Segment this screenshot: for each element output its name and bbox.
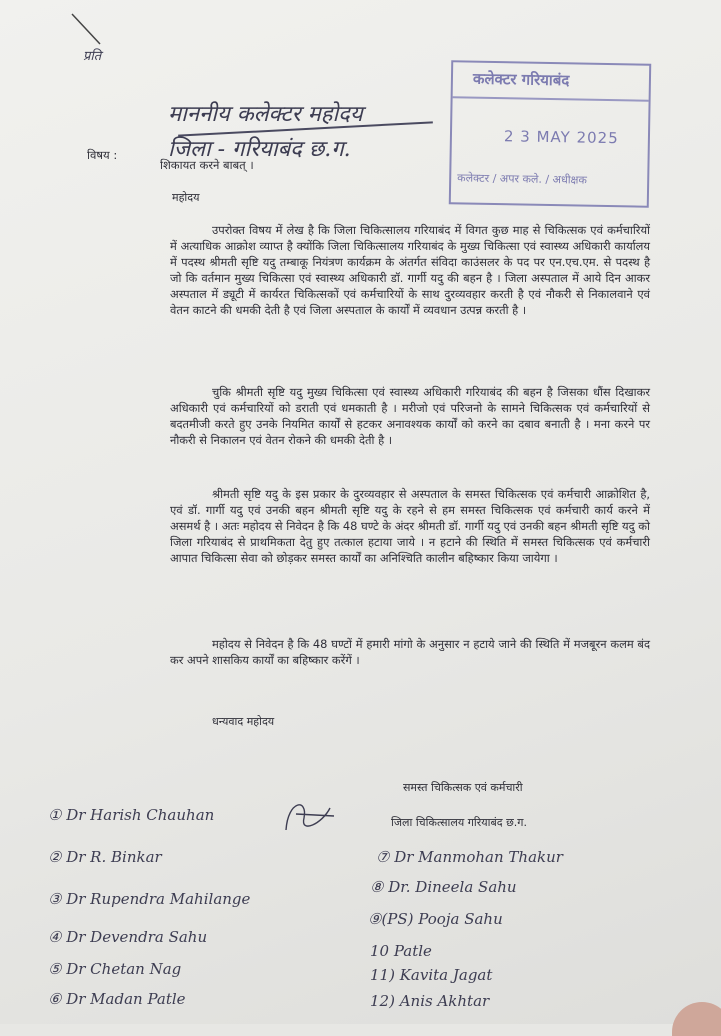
sender-line-2: जिला चिकित्सालय गरियाबंद छ.ग. xyxy=(391,816,527,829)
addressee-line-2: जिला - गरियाबंद छ.ग. xyxy=(168,137,351,162)
signature-1: ① Dr Harish Chauhan xyxy=(48,806,215,824)
signature-3: ③ Dr Rupendra Mahilange xyxy=(48,890,251,908)
signature-6: ⑥ Dr Madan Patle xyxy=(48,990,186,1008)
addressee-line-1: माननीय कलेक्टर महोदय xyxy=(168,102,363,127)
stamp-divider xyxy=(453,96,649,101)
salutation: महोदय xyxy=(172,191,200,204)
signature-10: 10 Patle xyxy=(370,942,432,960)
received-stamp xyxy=(449,60,651,207)
closing-text: धन्यवाद महोदय xyxy=(212,715,275,728)
signature-7: ⑦ Dr Manmohan Thakur xyxy=(376,848,563,866)
subject-text: शिकायत करने बाबत् । xyxy=(160,158,254,172)
stamp-header: कलेक्टर गरियाबंद xyxy=(472,69,570,90)
signature-11: 11) Kavita Jagat xyxy=(370,966,493,984)
signature-4: ④ Dr Devendra Sahu xyxy=(48,928,208,946)
subject-label: विषय : xyxy=(87,148,118,162)
finger-edge xyxy=(672,1002,721,1036)
body-paragraph-1: उपरोक्त विषय में लेख है कि जिला चिकित्सालय गरियाबंद में विगत कुछ माह से चिकित्सक एवं कर्मचारियों में अत्याधिक आक्रोश व्याप्त है क्योंकि जिला चिकित्सालय गरियाबंद के मुख्य चिकित्सा एवं स्वास्थ्य अधिकारी कार्यालय में पदस्थ श्रीमती सृष्टि यदु तम्बाकू नियंत्रण कार्यक्रम के अंतर्गत संविदा काउंसलर के पद पर एन.एच.एम. से पदस्थ है जो कि वर्तमान मुख्य चिकित्सा एवं स्वास्थ्य अधिकारी डॉ. गार्गी यदु की बहन है । जिला अस्पताल में आये दिन आकर अस्पताल में ड्यूटी में कार्यरत चिकित्सकों एवं कर्मचारियों के साथ दुरव्यवहार करती है एवं नौकरी से निकालवाने एवं वेतन काटने की धमकी देती है एवं जिला अस्पताल के कार्यों में व्यवधान उत्पन्न करती है । xyxy=(170,223,650,317)
signature-8: ⑧ Dr. Dineela Sahu xyxy=(370,878,517,896)
prati-label: प्रति xyxy=(83,49,102,64)
body-paragraph-4: महोदय से निवेदन है कि 48 घण्टों में हमारी मांगो के अनुसार न हटाये जाने की स्थिति में मजबूरन कलम बंद कर अपने शासकिय कार्यों का बहिष्कार करेंगें । xyxy=(170,637,650,667)
signature-2: ② Dr R. Binkar xyxy=(48,848,162,866)
stamp-date: 2 3 MAY 2025 xyxy=(503,127,619,148)
signature-12: 12) Anis Akhtar xyxy=(370,992,490,1010)
stamp-footer: कलेक्टर / अपर कले. / अधीक्षक xyxy=(457,171,588,187)
signature-9: ⑨(PS) Pooja Sahu xyxy=(368,910,503,928)
signature-scribble-icon xyxy=(278,794,338,838)
body-paragraph-3: श्रीमती सृष्टि यदु के इस प्रकार के दुरव्यवहार से अस्पताल के समस्त चिकित्सक एवं कर्मचारी आक्रोशित है, एवं डॉ. गार्गी यदु एवं उनकी बहन श्रीमती सृष्टि यदु के रहने से हम समस्त चिकित्सक एवं कर्मचारी कार्य करने में असमर्थ है । अतः महोदय से निवेदन है कि 48 घण्टे के अंदर श्रीमती डॉ. गार्गी यदु एवं उनकी बहन श्रीमती सृष्टि यदु को जिला गरियाबंद से प्राथमिकता देतु हुए तत्काल हटाया जाये । न हटाने की स्थिति में समस्त चिकित्सक एवं कर्मचारी आपात चिकित्सा सेवा को छोड़कर समस्त कार्यों का अनिश्चिति कालीन बहिष्कार किया जायेगा । xyxy=(170,487,650,565)
signature-5: ⑤ Dr Chetan Nag xyxy=(48,960,182,978)
body-paragraph-2: चुकि श्रीमती सृष्टि यदु मुख्य चिकित्सा एवं स्वास्थ्य अधिकारी गरियाबंद की बहन है जिसका धौंस दिखाकर अधिकारी एवं कर्मचारियों को डराती एवं धमकाती है । मरीजो एवं परिजनो के सामने चिकित्सक एवं कर्मचारियों से बदतमीजी करते हुए उनके नियमित कार्यों से हटकर अनावश्यक कार्यों को करने का दबाव बनाती है । मना करने पर नौकरी से निकालन एवं वेतन रोकने की धमकी देती है । xyxy=(170,385,650,447)
sender-line-1: समस्त चिकित्सक एवं कर्मचारी xyxy=(403,781,523,794)
